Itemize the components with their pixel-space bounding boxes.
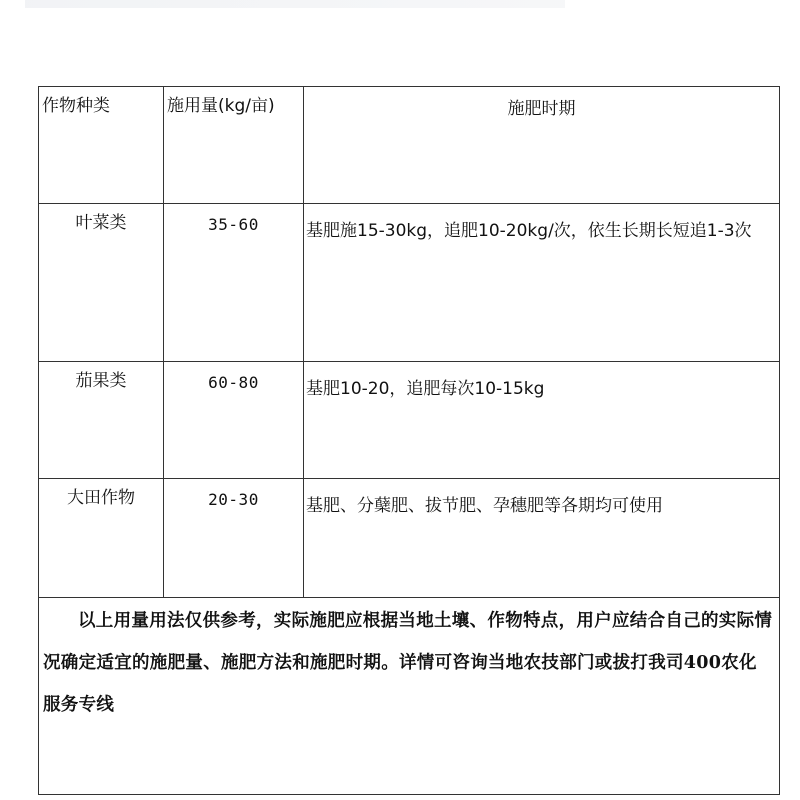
note-cell: 以上用量用法仅供参考，实际施肥应根据当地土壤、作物特点，用户应结合自己的实际情况确定适宜的施肥量、施肥方法和施肥时期。详情可咨询当地农技部门或拔打我司400农化服务专线 bbox=[39, 598, 780, 795]
cropped-top-text bbox=[25, 0, 565, 8]
table-row bbox=[39, 362, 780, 479]
fertilizer-usage-table bbox=[38, 86, 780, 795]
table-row bbox=[39, 479, 780, 598]
note-row bbox=[39, 598, 780, 795]
timing-cell: 基肥10-20，追肥每次10-15kg bbox=[304, 362, 780, 479]
amount-cell: 35-60 bbox=[164, 204, 304, 362]
timing-cell: 基肥、分蘖肥、拔节肥、孕穗肥等各期均可使用 bbox=[304, 479, 780, 598]
crop-cell: 茄果类 bbox=[39, 362, 164, 479]
header-crop-type: 作物种类 bbox=[39, 87, 164, 204]
header-timing: 施肥时期 bbox=[304, 87, 780, 204]
crop-cell: 大田作物 bbox=[39, 479, 164, 598]
table-row bbox=[39, 204, 780, 362]
amount-cell: 60-80 bbox=[164, 362, 304, 479]
crop-cell: 叶菜类 bbox=[39, 204, 164, 362]
table-header-row bbox=[39, 87, 780, 204]
header-amount: 施用量(kg/亩) bbox=[164, 87, 304, 204]
timing-cell: 基肥施15-30kg，追肥10-20kg/次，依生长期长短追1-3次 bbox=[304, 204, 780, 362]
amount-cell: 20-30 bbox=[164, 479, 304, 598]
